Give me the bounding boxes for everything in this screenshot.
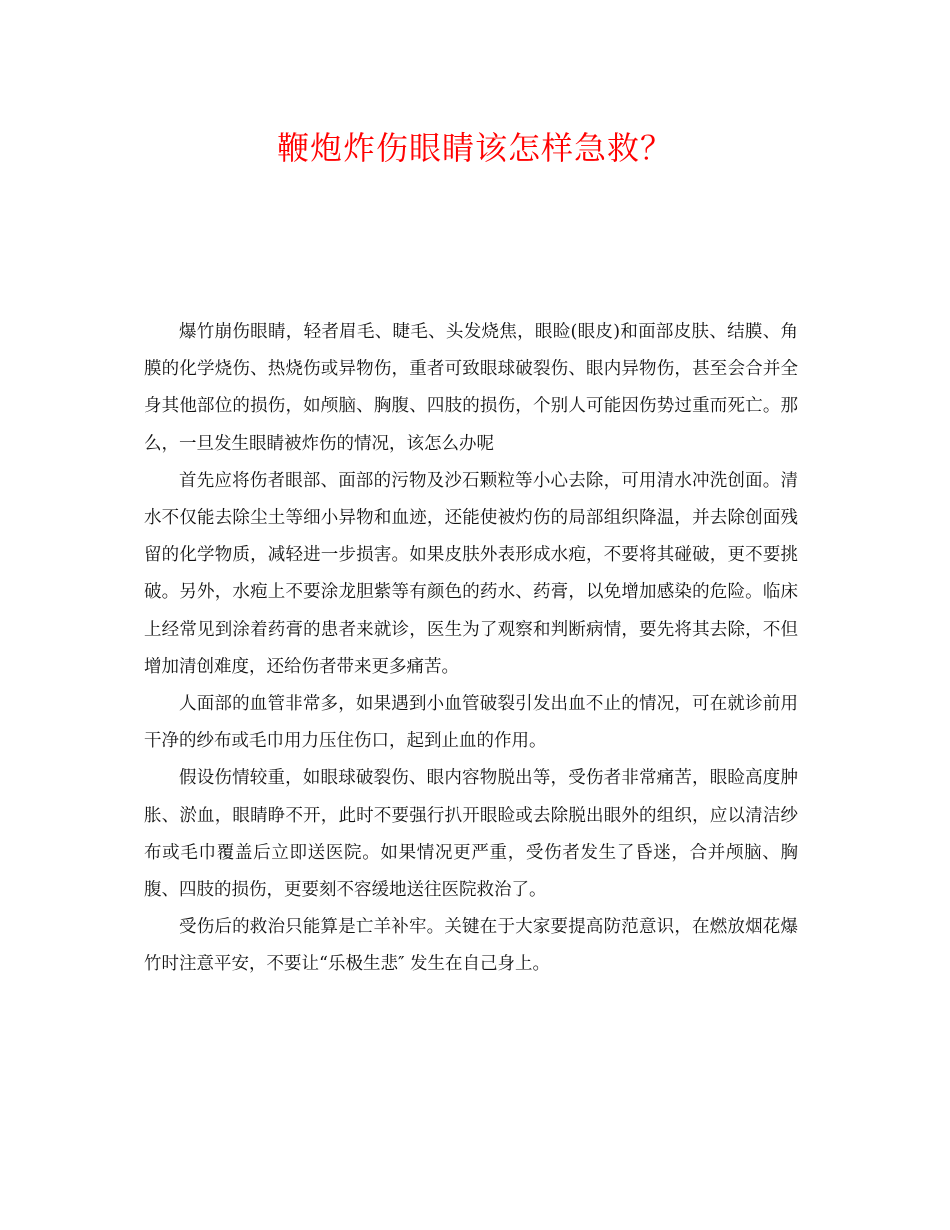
paragraph-2: 首先应将伤者眼部、面部的污物及沙石颗粒等小心去除，可用清水冲洗创面。清水不仅能去除尘土等细小异物和血迹，还能使被灼伤的局部组织降温，并去除创面残留的化学物质，减轻进一步损害。如果皮肤外表形成水疱，不要将其碰破，更不要挑破。另外，水疱上不要涂龙胆紫等有颜色的药水、药膏，以免增加感染的危险。临床上经常见到涂着药膏的患者来就诊，医生为了观察和判断病情，要先将其去除，不但增加清创难度，还给伤者带来更多痛苦。 — [144, 470, 798, 677]
document-title: 鞭炮炸伤眼睛该怎样急救？ — [276, 129, 673, 167]
paragraph-5: 受伤后的救治只能算是亡羊补牢。关键在于大家要提高防范意识，在燃放烟花爆竹时注意平安，不要让“乐极生悲″ 发生在自己身上。 — [144, 917, 798, 975]
paragraph-1: 爆竹崩伤眼睛，轻者眉毛、睫毛、头发烧焦，眼睑(眼皮)和面部皮肤、结膜、角膜的化学烧伤、热烧伤或异物伤，重者可致眼球破裂伤、眼内异物伤，甚至会合并全身其他部位的损伤，如颅脑、胸腹、四肢的损伤，个别人可能因伤势过重而死亡。那么，一旦发生眼睛被炸伤的情况，该怎么办呢 — [144, 322, 798, 454]
paragraph-4: 假设伤情较重，如眼球破裂伤、眼内容物脱出等，受伤者非常痛苦，眼睑高度肿胀、淤血，眼睛睁不开，此时不要强行扒开眼睑或去除脱出眼外的组织，应以清洁纱布或毛巾覆盖后立即送医院。如果情况更严重，受伤者发生了昏迷，合并颅脑、胸腹、四肢的损伤，更要刻不容缓地送往医院救治了。 — [144, 768, 798, 901]
document-body — [144, 314, 798, 984]
paragraph-3: 人面部的血管非常多，如果遇到小血管破裂引发出血不止的情况，可在就诊前用干净的纱布或毛巾用力压住伤口，起到止血的作用。 — [144, 694, 798, 752]
